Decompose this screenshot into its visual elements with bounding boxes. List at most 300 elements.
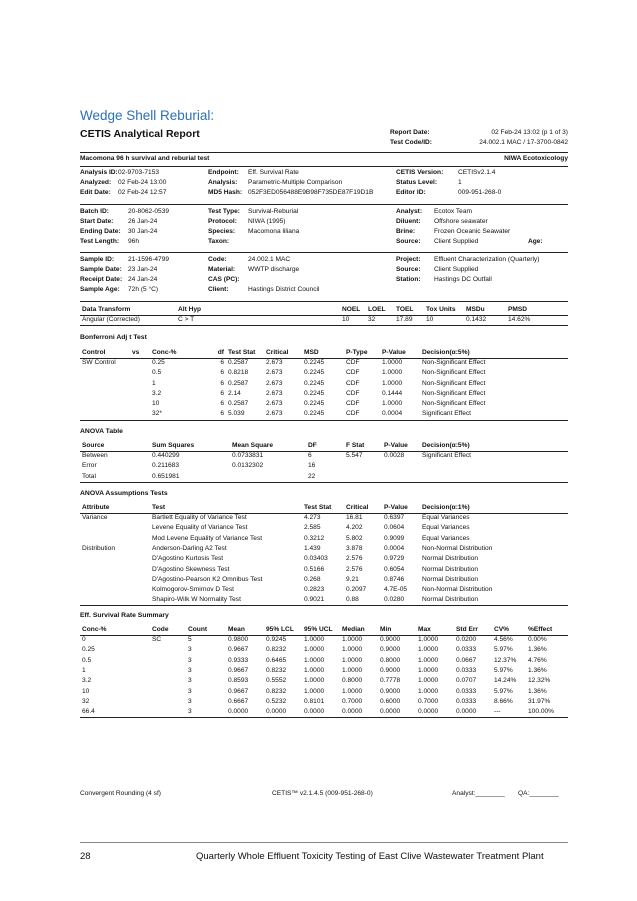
table-row [80, 646, 568, 656]
table-cell: 0.6465 [266, 656, 287, 664]
table-cell: 1.0000 [418, 687, 439, 695]
page-footer-title: Quarterly Whole Effluent Toxicity Testing of East Clive Wastewater Treatment Plant [196, 851, 544, 862]
column-header: Attribute [82, 503, 110, 511]
qa-signoff: QA:________ [518, 790, 559, 797]
table-cell: 3.2 [152, 390, 162, 398]
start-date: 26 Jan-24 [128, 218, 158, 225]
table-cell: 16.81 [346, 514, 363, 522]
table-cell: 0.9667 [228, 667, 249, 675]
table-cell: 0.5 [152, 369, 162, 377]
field-label: Start Date: [80, 218, 114, 225]
table-cell: 0.7000 [418, 697, 439, 705]
divider [80, 204, 568, 205]
report-title: CETIS Analytical Report [80, 128, 200, 140]
column-header: Decision(α:5%) [422, 441, 470, 449]
analysis-info-block [80, 169, 568, 203]
table-cell: 3 [188, 656, 192, 664]
table-row [80, 462, 568, 472]
table-row [80, 399, 568, 409]
table-cell: 0.2587 [228, 400, 249, 408]
table-cell: 1.0000 [304, 677, 325, 685]
column-header: Decision(α:1%) [422, 503, 470, 511]
field-label: Brine: [396, 228, 416, 235]
table-cell: 32* [152, 410, 162, 418]
cetis-version: CETISv2.1.4 [458, 169, 496, 176]
field-label: Analyst: [396, 208, 423, 215]
divider [80, 252, 568, 253]
table-row [80, 585, 568, 595]
column-header: MSD [304, 348, 319, 356]
table-row [80, 544, 568, 554]
table-cell: 1 [82, 667, 86, 675]
table-cell: 0.9000 [380, 646, 401, 654]
sample-id: 21-1596-4799 [128, 256, 170, 263]
batch-id: 20-8062-0539 [128, 208, 170, 215]
summary-title: Eff. Survival Rate Summary [80, 612, 169, 619]
column-header: Critical [266, 348, 289, 356]
software-version: CETIS™ v2.1.4.5 (009-951-268-0) [272, 790, 373, 797]
table-cell: D'Agostino Kurtosis Test [152, 555, 224, 563]
table-cell: 1.0000 [304, 667, 325, 675]
table-header-row [80, 441, 568, 451]
table-cell: SW Control [82, 359, 116, 367]
table-cell: Normal Distribution [422, 555, 479, 563]
field-label: Sample Date: [80, 266, 122, 273]
table-cell: Mod Levene Equality of Variance Test [152, 534, 263, 542]
table-row [80, 369, 568, 379]
source: Client Supplied [434, 238, 479, 245]
table-cell: Normal Distribution [422, 596, 479, 604]
table-row [80, 596, 568, 606]
field-label: Client: [208, 286, 229, 293]
column-header [276, 305, 340, 315]
table-cell: 0.0333 [456, 667, 477, 675]
table-cell [130, 379, 150, 389]
table-cell [130, 399, 150, 409]
table-cell: 0.268 [304, 575, 321, 583]
table-cell [420, 472, 568, 482]
field-label: Ending Date: [80, 228, 121, 235]
table-cell: 0.9000 [380, 636, 401, 644]
sample-code: 24.002.1 MAC [248, 256, 291, 263]
table-cell: 0.0028 [384, 452, 405, 460]
table-cell: 0.8000 [342, 677, 363, 685]
table-cell: 0.2245 [304, 379, 325, 387]
table-cell: 1.0000 [304, 687, 325, 695]
table-cell: 0.8101 [304, 697, 325, 705]
table-cell: 0.9021 [304, 596, 325, 604]
table-cell [130, 410, 150, 420]
analysis-id: 02-9703-7153 [118, 169, 160, 176]
field-label: Edit Date: [80, 189, 111, 196]
field-label: Taxon: [208, 238, 230, 245]
table-cell: 3.878 [346, 545, 363, 553]
report-org: NIWA Ecotoxicology [504, 155, 568, 162]
table-cell [150, 646, 186, 656]
column-header: 95% LCL [266, 625, 294, 633]
table-cell: 5.802 [346, 534, 363, 542]
table-cell: 5.547 [346, 452, 363, 460]
field-label: Status Level: [396, 179, 438, 186]
table-cell: 2.673 [266, 369, 283, 377]
table-cell [344, 472, 382, 482]
table-cell: Anderson-Darling A2 Test [152, 545, 227, 553]
table-cell [150, 707, 186, 717]
field-label: Endpoint: [208, 169, 239, 176]
table-cell [80, 389, 130, 399]
field-label: Project: [396, 256, 421, 263]
table-cell: 66.4 [82, 707, 95, 715]
table-cell: Error [82, 462, 97, 470]
field-label: CETIS Version: [396, 169, 444, 176]
table-row [80, 656, 568, 666]
table-cell: Non-Normal Distribution [422, 545, 493, 553]
page-number: 28 [80, 851, 91, 862]
table-cell [80, 369, 130, 379]
table-cell: 1.0000 [382, 369, 403, 377]
table-cell: 5.039 [228, 410, 245, 418]
table-cell: 1.0000 [342, 687, 363, 695]
table-cell: CDF [346, 359, 360, 367]
table-cell [80, 565, 150, 575]
field-label: Source: [396, 238, 421, 245]
table-cell: 0.8000 [380, 656, 401, 664]
table-cell: 4.7E-05 [384, 586, 408, 594]
table-cell: 0.2245 [304, 410, 325, 418]
table-cell: 1.0000 [382, 400, 403, 408]
table-cell: 10 [342, 316, 350, 324]
table-cell: 1 [152, 379, 156, 387]
table-cell: 3 [188, 646, 192, 654]
table-cell: 2.673 [266, 359, 283, 367]
report-date-label: Report Date: [390, 129, 430, 136]
column-header: DF [308, 441, 317, 449]
table-cell [80, 554, 150, 564]
table-header-row [80, 305, 568, 315]
table-cell: 0.7778 [380, 677, 401, 685]
table-cell: Equal Variances [422, 534, 470, 542]
column-header: CV% [494, 625, 510, 633]
divider [80, 301, 568, 302]
table-cell: 3.2 [82, 677, 92, 685]
sample-date: 23 Jan-24 [128, 266, 158, 273]
table-cell [150, 656, 186, 666]
table-cell: 0.0000 [342, 707, 363, 715]
table-cell [216, 315, 276, 325]
field-label: Sample Age: [80, 286, 120, 293]
table-header-row [80, 503, 568, 513]
table-cell: Non-Normal Distribution [422, 586, 493, 594]
table-cell: 6 [220, 369, 224, 377]
table-cell: 0.9800 [228, 636, 249, 644]
table-cell [420, 462, 568, 472]
table-cell [150, 676, 186, 686]
column-header: Mean [228, 625, 245, 633]
field-label: Code: [208, 256, 227, 263]
table-cell: 0.3212 [304, 534, 325, 542]
column-header: 95% UCL [304, 625, 333, 633]
column-header: PMSD [508, 305, 528, 313]
analyst-signoff: Analyst:________ [452, 790, 505, 797]
table-cell: 5.97% [494, 687, 513, 695]
table-cell: 31.97% [528, 697, 551, 705]
table-cell: 2.576 [346, 555, 363, 563]
table-cell [130, 369, 150, 379]
table-cell: 1.36% [528, 687, 547, 695]
status-level: 1 [458, 179, 462, 186]
table-row [80, 534, 568, 544]
table-cell: 9.21 [346, 575, 359, 583]
field-label: Station: [396, 276, 421, 283]
column-header: Sum Squares [152, 441, 195, 449]
table-cell: 0.00% [528, 636, 547, 644]
column-header: Count [188, 625, 208, 633]
age-label: Age: [528, 238, 543, 245]
table-cell: Significant Effect [422, 410, 471, 418]
field-label: MD5 Hash: [208, 189, 243, 196]
table-cell: Non-Significant Effect [422, 369, 486, 377]
table-cell: 3 [188, 677, 192, 685]
material: WWTP discharge [248, 266, 300, 273]
table-cell: 0.9245 [266, 636, 287, 644]
table-cell [382, 462, 420, 472]
table-cell: 5.97% [494, 667, 513, 675]
client: Hastings District Council [248, 286, 320, 293]
table-cell: CDF [346, 410, 360, 418]
table-cell: 0.5 [82, 656, 92, 664]
table-cell: 5.97% [494, 646, 513, 654]
table-cell: 4.56% [494, 636, 513, 644]
editor-id: 009-951-268-0 [458, 189, 502, 196]
field-label: Test Length: [80, 238, 120, 245]
table-cell [130, 358, 150, 368]
table-cell: C > T [178, 316, 195, 324]
sample-age: 72h (5 °C) [128, 286, 159, 293]
table-cell: 1.0000 [418, 677, 439, 685]
table-cell: 14.62% [508, 316, 531, 324]
table-cell: Equal Variances [422, 514, 470, 522]
receipt-date: 24 Jan-24 [128, 276, 158, 283]
table-cell: 0.2245 [304, 400, 325, 408]
table-cell: 0.9667 [228, 646, 249, 654]
test-length: 96h [128, 238, 140, 245]
rounding-note: Convergent Rounding (4 sf) [80, 790, 162, 797]
table-cell: 0.9000 [380, 687, 401, 695]
table-cell: 0.8746 [384, 575, 405, 583]
table-cell: 1.439 [304, 545, 321, 553]
table-cell [80, 585, 150, 595]
table-cell [80, 410, 130, 420]
table-cell: 0.88 [346, 596, 359, 604]
table-cell: 0.0004 [382, 410, 403, 418]
field-label: Analysis ID: [80, 169, 118, 176]
table-cell: D'Agostino Skewness Test [152, 565, 230, 573]
table-cell: 1.0000 [304, 656, 325, 664]
table-cell: Levene Equality of Variance Test [152, 524, 248, 532]
report-date: 02 Feb-24 13:02 (p 1 of 3) [491, 129, 568, 136]
table-row [80, 315, 568, 325]
table-cell: 1.0000 [418, 646, 439, 654]
table-cell: --- [494, 707, 501, 715]
table-cell: CDF [346, 379, 360, 387]
table-cell: 0.6054 [384, 565, 405, 573]
table-cell [80, 379, 130, 389]
table-row [80, 565, 568, 575]
table-cell: 3 [188, 697, 192, 705]
sample-source: Client Supplied [434, 266, 479, 273]
table-cell: 0.25 [152, 359, 165, 367]
column-header: P-Type [346, 348, 368, 356]
table-cell: 0.8218 [228, 369, 249, 377]
batch-info-block [80, 208, 568, 250]
table-cell: 0.6000 [380, 697, 401, 705]
column-header: Code [152, 625, 169, 633]
field-label: Analysis: [208, 179, 238, 186]
table-cell [382, 472, 420, 482]
table-cell: Variance [82, 514, 108, 522]
assumptions-title: ANOVA Assumptions Tests [80, 490, 168, 497]
table-cell: D'Agostino-Pearson K2 Omnibus Test [152, 575, 263, 583]
column-header: Source [82, 441, 105, 449]
table-cell: 1.0000 [382, 359, 403, 367]
table-cell: 6 [220, 390, 224, 398]
page-footer-rule [80, 842, 568, 843]
table-cell: Between [82, 452, 108, 460]
table-cell: 0.0333 [456, 646, 477, 654]
test-type: Survival-Reburial [248, 208, 299, 215]
table-cell: 0.2245 [304, 369, 325, 377]
table-cell: 0.1444 [382, 390, 403, 398]
table-cell: 1.0000 [382, 379, 403, 387]
table-cell: 1.36% [528, 667, 547, 675]
field-label: Species: [208, 228, 236, 235]
table-cell: Non-Significant Effect [422, 379, 486, 387]
table-cell: 0.7000 [342, 697, 363, 705]
table-cell: 1.0000 [342, 636, 363, 644]
table-cell: 0.0000 [456, 707, 477, 715]
table-cell: 0.9667 [228, 687, 249, 695]
table-cell: 0.9729 [384, 555, 405, 563]
field-label: Receipt Date: [80, 276, 123, 283]
sample-info-block [80, 256, 568, 298]
column-header: Decision(α:5%) [422, 348, 470, 356]
table-cell [80, 524, 150, 534]
table-cell: 0.2587 [228, 379, 249, 387]
table-cell [80, 575, 150, 585]
table-cell: CDF [346, 369, 360, 377]
table-cell: 0.0333 [456, 687, 477, 695]
transform-table [80, 305, 568, 326]
field-label: Sample ID: [80, 256, 115, 263]
table-cell: 2.673 [266, 390, 283, 398]
table-cell [276, 315, 340, 325]
analysis-method: Parametric-Multiple Comparison [248, 179, 343, 186]
table-cell: 4.202 [346, 524, 363, 532]
table-cell: 1.0000 [342, 646, 363, 654]
table-cell: 14.24% [494, 677, 517, 685]
table-cell: 0.0200 [456, 636, 477, 644]
column-header: Max [418, 625, 431, 633]
table-cell: 3 [188, 667, 192, 675]
anova-table [80, 441, 568, 483]
table-cell: 10 [426, 316, 434, 324]
field-label: CAS (PC): [208, 276, 240, 283]
table-cell: 0.0707 [456, 677, 477, 685]
table-cell: 5 [188, 636, 192, 644]
table-cell: 32 [368, 316, 376, 324]
endpoint: Eff. Survival Rate [248, 169, 299, 176]
field-label: Diluent: [396, 218, 421, 225]
table-cell: 1.0000 [342, 656, 363, 664]
table-row [80, 472, 568, 482]
table-cell: 0.0333 [456, 697, 477, 705]
table-header-row [80, 625, 568, 635]
table-cell: 0.2245 [304, 390, 325, 398]
table-cell: 3 [188, 707, 192, 715]
table-cell [80, 534, 150, 544]
ending-date: 30 Jan-24 [128, 228, 158, 235]
table-cell: 0.0132302 [232, 462, 264, 470]
column-header: Alt Hyp [178, 305, 202, 313]
table-cell: 0 [82, 636, 86, 644]
field-label: Batch ID: [80, 208, 109, 215]
table-cell: 1.36% [528, 646, 547, 654]
table-cell: 12.32% [528, 677, 551, 685]
table-cell: 0.651981 [152, 472, 180, 480]
test-code: 24.002.1 MAC / 17-3700-0842 [479, 139, 568, 146]
table-row [80, 451, 568, 461]
table-row [80, 707, 568, 717]
table-row [80, 513, 568, 523]
table-cell: 0.0733831 [232, 452, 264, 460]
table-row [80, 676, 568, 686]
edit-date: 02 Feb-24 12:57 [118, 189, 167, 196]
column-header: Data Transform [82, 305, 131, 313]
table-cell: CDF [346, 400, 360, 408]
table-cell: Normal Distribution [422, 565, 479, 573]
table-row [80, 697, 568, 707]
bonferroni-title: Bonferroni Adj t Test [80, 334, 147, 341]
table-cell: 0.211683 [152, 462, 180, 470]
table-cell: Non-Significant Effect [422, 359, 486, 367]
table-cell [150, 687, 186, 697]
table-cell: 0.0604 [384, 524, 405, 532]
table-cell: 0.8232 [266, 667, 287, 675]
column-header: Control [82, 348, 106, 356]
table-cell: Distribution [82, 545, 115, 553]
column-header: MSDu [466, 305, 485, 313]
diluent: Offshore seawater [434, 218, 488, 225]
table-cell: 4.76% [528, 656, 547, 664]
table-cell: 0.0000 [418, 707, 439, 715]
table-cell: 0.03403 [304, 555, 328, 563]
table-cell [80, 399, 130, 409]
column-header: LOEL [368, 305, 386, 313]
table-cell: 0.25 [82, 646, 95, 654]
table-row [80, 575, 568, 585]
table-cell: 0.5166 [304, 565, 325, 573]
table-cell: 2.576 [346, 565, 363, 573]
column-header: Critical [346, 503, 369, 511]
table-cell: 0.8232 [266, 687, 287, 695]
column-header: Test Stat [304, 503, 332, 511]
table-row [80, 524, 568, 534]
table-cell: Shapiro-Wilk W Normality Test [152, 596, 241, 604]
table-cell: 1.0000 [342, 667, 363, 675]
table-cell [80, 596, 150, 606]
table-cell: 2.673 [266, 410, 283, 418]
table-row [80, 666, 568, 676]
